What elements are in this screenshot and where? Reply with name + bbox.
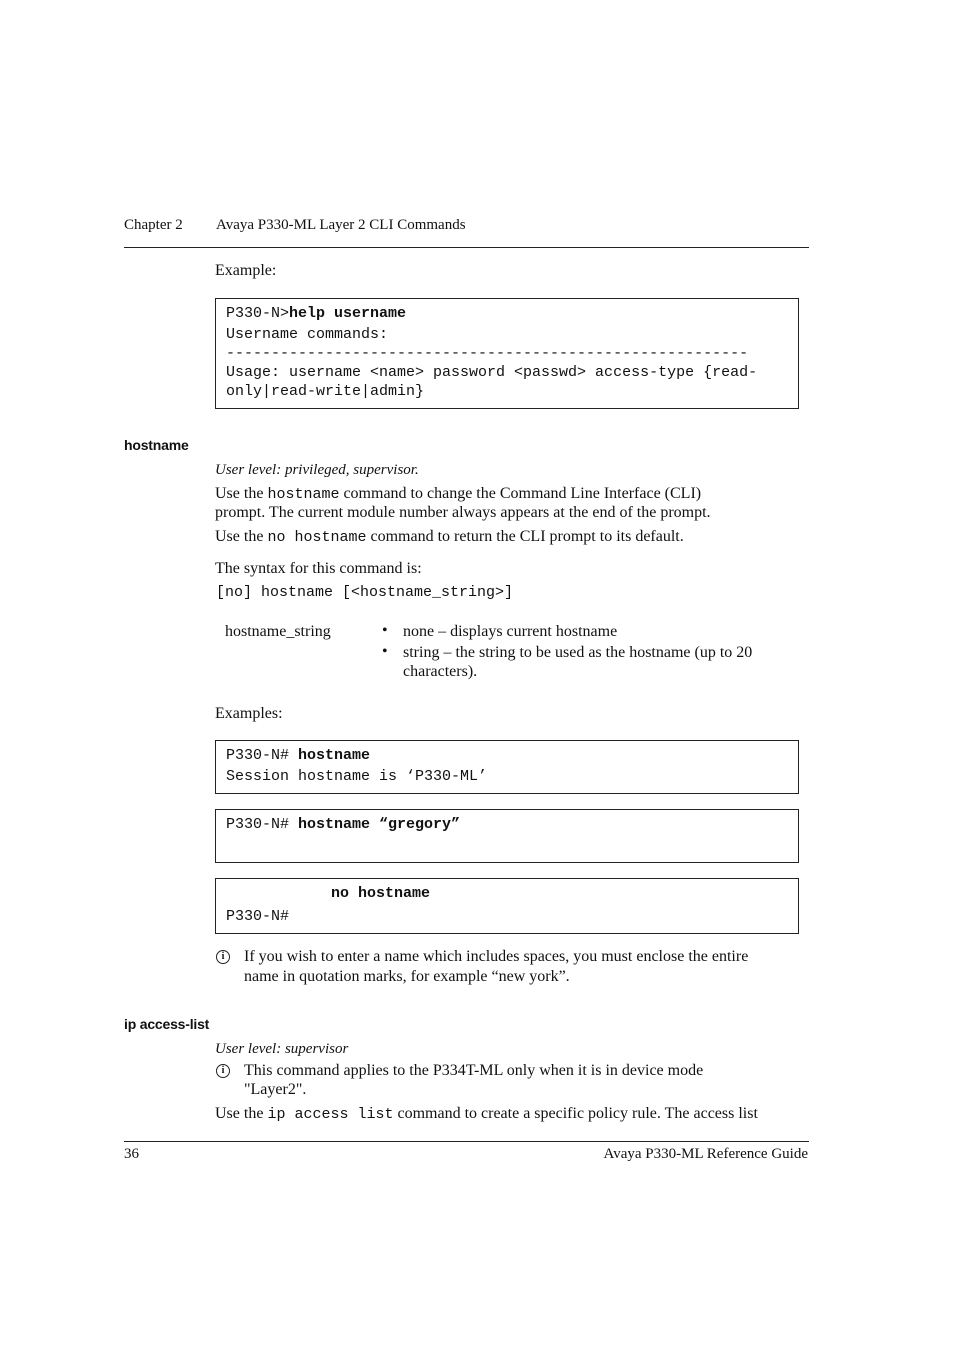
note-text: This command applies to the P334T-ML only when it is in device mode: [244, 1062, 704, 1079]
paragraph: Use the ip access list command to create a specific policy rule. The access list: [215, 1105, 758, 1123]
code-line: P330-N# hostname: [226, 747, 371, 764]
param-desc: none – displays current hostname: [403, 623, 618, 640]
code-line: no hostname: [331, 885, 431, 902]
bullet-icon: •: [382, 622, 388, 639]
section-heading-ip-access-list: ip access-list: [124, 1016, 210, 1032]
footer-guide-title: Avaya P330-ML Reference Guide: [603, 1146, 808, 1162]
code-box-hostname-2: [215, 809, 799, 863]
footer-rule: [124, 1141, 809, 1142]
param-desc: string – the string to be used as the hostname (up to 20: [403, 644, 753, 661]
note-text: "Layer2".: [244, 1081, 307, 1098]
syntax-intro: The syntax for this command is:: [215, 560, 422, 577]
code-line: P330-N# hostname “gregory”: [226, 816, 461, 833]
page-number: 36: [124, 1146, 139, 1162]
paragraph: prompt. The current module number always appears at the end of the prompt.: [215, 504, 711, 521]
code-line: Username commands:: [226, 326, 389, 343]
note-text: If you wish to enter a name which includes spaces, you must enclose the entire: [244, 948, 749, 965]
param-name: hostname_string: [225, 623, 331, 640]
code-box-hostname-3: [215, 878, 799, 934]
header-rule: [124, 247, 809, 248]
section-heading-hostname: hostname: [124, 437, 189, 453]
paragraph: Use the no hostname command to return the CLI prompt to its default.: [215, 528, 684, 546]
param-desc: characters).: [403, 663, 478, 680]
examples-label: Examples:: [215, 705, 283, 722]
code-line: P330-N#: [226, 908, 290, 925]
info-icon: i: [216, 1064, 230, 1078]
code-line: Session hostname is ‘P330-ML’: [226, 768, 488, 785]
user-level: User level: supervisor: [215, 1041, 349, 1057]
syntax-line: [no] hostname [<hostname_string>]: [216, 584, 514, 601]
code-line: only|read-write|admin}: [226, 383, 425, 400]
bullet-icon: •: [382, 643, 388, 660]
code-line: ----------------------------------------------------------: [226, 345, 749, 362]
code-line: Usage: username <name> password <passwd> access-type {read-: [226, 364, 758, 381]
paragraph: Use the hostname command to change the Command Line Interface (CLI): [215, 485, 702, 503]
code-line: P330-N>help username: [226, 305, 407, 322]
note-text: name in quotation marks, for example “new york”.: [244, 968, 570, 985]
header-title: Avaya P330-ML Layer 2 CLI Commands: [216, 217, 466, 233]
header-chapter: Chapter 2: [124, 217, 183, 233]
code-box-hostname-1: [215, 740, 799, 794]
example-label: Example:: [215, 262, 277, 279]
info-icon: i: [216, 950, 230, 964]
code-box-help-username: [215, 298, 799, 409]
user-level: User level: privileged, supervisor.: [215, 462, 419, 478]
